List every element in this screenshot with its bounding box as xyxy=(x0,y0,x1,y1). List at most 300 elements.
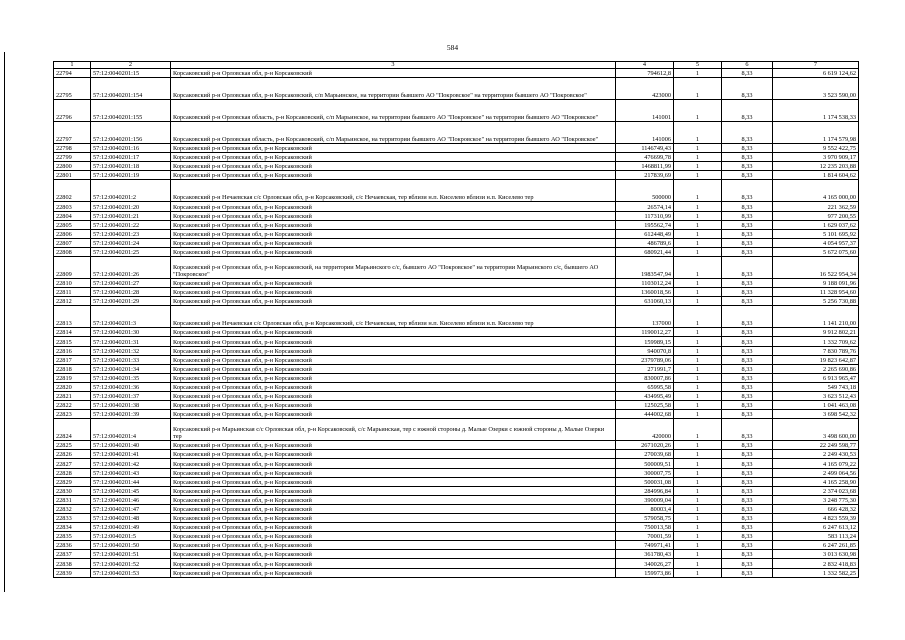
cadastral-number-cell: 57:12:0040201:37 xyxy=(91,391,171,400)
cadastral-value-cell: 2 499 064,56 xyxy=(773,468,859,477)
table-row xyxy=(54,523,859,532)
area-cell: 500031,08 xyxy=(616,477,674,486)
row-number-cell: 22819 xyxy=(54,373,91,382)
cadastral-number-cell: 57:12:0040201:52 xyxy=(91,559,171,568)
count-cell: 1 xyxy=(674,364,722,373)
cadastral-value-cell: 2 832 418,83 xyxy=(773,559,859,568)
rate-cell: 8,33 xyxy=(722,202,773,211)
table-row xyxy=(54,202,859,211)
table-row xyxy=(54,297,859,306)
area-cell: 500009,51 xyxy=(616,459,674,468)
area-cell: 1360018,56 xyxy=(616,288,674,297)
address-cell: Корсаковский р-н Орловская обл, р-н Корсаковский xyxy=(171,486,616,495)
address-cell: Корсаковский р-н Орловская обл, р-н Корсаковский xyxy=(171,288,616,297)
count-cell: 1 xyxy=(674,468,722,477)
rate-cell: 8,33 xyxy=(722,211,773,220)
area-cell: 750013,58 xyxy=(616,523,674,532)
address-cell: Корсаковский р-н Орловская обл, р-н Корсаковский xyxy=(171,229,616,238)
cadastral-number-cell: 57:12:0040201:25 xyxy=(91,247,171,256)
column-header: 3 xyxy=(171,62,616,69)
cadastral-value-cell: 2 249 430,53 xyxy=(773,450,859,459)
table-row xyxy=(54,306,859,328)
cadastral-number-cell: 57:12:0040201:41 xyxy=(91,450,171,459)
column-number-row xyxy=(54,62,859,69)
address-cell: Корсаковский р-н Орловская обл, р-н Корсаковский xyxy=(171,279,616,288)
count-cell: 1 xyxy=(674,355,722,364)
area-cell: 579058,75 xyxy=(616,514,674,523)
table-row xyxy=(54,541,859,550)
rate-cell: 8,33 xyxy=(722,401,773,410)
address-cell: Корсаковский р-н Орловская обл, р-н Корсаковский xyxy=(171,373,616,382)
cadastral-value-cell: 1 174 579,98 xyxy=(773,122,859,144)
cadastral-number-cell: 57:12:0040201:154 xyxy=(91,78,171,100)
address-cell: Корсаковский р-н Орловская обл, р-н Корсаковский xyxy=(171,441,616,450)
row-number-cell: 22797 xyxy=(54,122,91,144)
cadastral-value-cell: 6 913 965,47 xyxy=(773,373,859,382)
area-cell: 434995,49 xyxy=(616,391,674,400)
count-cell: 1 xyxy=(674,541,722,550)
row-number-cell: 22836 xyxy=(54,541,91,550)
cadastral-number-cell: 57:12:0040201:53 xyxy=(91,568,171,577)
area-cell: 65995,58 xyxy=(616,382,674,391)
rate-cell: 8,33 xyxy=(722,391,773,400)
count-cell: 1 xyxy=(674,550,722,559)
rate-cell: 8,33 xyxy=(722,541,773,550)
cadastral-number-cell: 57:12:0040201:45 xyxy=(91,486,171,495)
area-cell: 361780,43 xyxy=(616,550,674,559)
address-cell: Корсаковский р-н Орловская область, р-н Корсаковский, с/п Марьинское, на территории бывшего АО "Покровское" на территории бывшего АО "Покровское" xyxy=(171,122,616,144)
cadastral-value-cell: 19 823 642,87 xyxy=(773,355,859,364)
cadastral-value-cell: 6 247 613,12 xyxy=(773,523,859,532)
cadastral-number-cell: 57:12:0040201:23 xyxy=(91,229,171,238)
count-cell: 1 xyxy=(674,153,722,162)
cadastral-value-cell: 583 113,24 xyxy=(773,532,859,541)
address-cell: Корсаковский р-н Орловская обл, р-н Корсаковский xyxy=(171,328,616,337)
table-row xyxy=(54,257,859,279)
count-cell: 1 xyxy=(674,568,722,577)
cadastral-value-cell: 3 623 512,43 xyxy=(773,391,859,400)
cadastral-number-cell: 57:12:0040201:38 xyxy=(91,401,171,410)
area-cell: 631060,13 xyxy=(616,297,674,306)
cadastral-value-cell: 6 247 261,85 xyxy=(773,541,859,550)
cadastral-number-cell: 57:12:0040201:156 xyxy=(91,122,171,144)
area-cell: 1146749,43 xyxy=(616,144,674,153)
address-cell: Корсаковский р-н Орловская обл, р-н Корсаковский xyxy=(171,69,616,78)
cadastral-number-cell: 57:12:0040201:44 xyxy=(91,477,171,486)
area-cell: 1103012,24 xyxy=(616,279,674,288)
area-cell: 390009,04 xyxy=(616,495,674,504)
area-cell: 420000 xyxy=(616,419,674,441)
table-row xyxy=(54,100,859,122)
row-number-cell: 22822 xyxy=(54,401,91,410)
rate-cell: 8,33 xyxy=(722,153,773,162)
cadastral-number-cell: 57:12:0040201:39 xyxy=(91,410,171,419)
row-number-cell: 22815 xyxy=(54,337,91,346)
row-number-cell: 22809 xyxy=(54,257,91,279)
cadastral-value-cell: 549 743,18 xyxy=(773,382,859,391)
cadastral-number-cell: 57:12:0040201:33 xyxy=(91,355,171,364)
address-cell: Корсаковский р-н Орловская обл, р-н Корсаковский xyxy=(171,401,616,410)
row-number-cell: 22818 xyxy=(54,364,91,373)
row-number-cell: 22805 xyxy=(54,220,91,229)
cadastral-number-cell: 57:12:0040201:20 xyxy=(91,202,171,211)
row-number-cell: 22830 xyxy=(54,486,91,495)
rate-cell: 8,33 xyxy=(722,346,773,355)
column-header: 5 xyxy=(674,62,722,69)
address-cell: Корсаковский р-н Орловская обл, р-н Корсаковский xyxy=(171,391,616,400)
count-cell: 1 xyxy=(674,180,722,202)
count-cell: 1 xyxy=(674,279,722,288)
table-row xyxy=(54,355,859,364)
rate-cell: 8,33 xyxy=(722,523,773,532)
address-cell: Корсаковский р-н Орловская обл, р-н Корсаковский xyxy=(171,477,616,486)
rate-cell: 8,33 xyxy=(722,410,773,419)
address-cell: Корсаковский р-н Орловская обл, р-н Корсаковский xyxy=(171,459,616,468)
count-cell: 1 xyxy=(674,144,722,153)
row-number-cell: 22813 xyxy=(54,306,91,328)
count-cell: 1 xyxy=(674,306,722,328)
rate-cell: 8,33 xyxy=(722,419,773,441)
address-cell: Корсаковский р-н Орловская обл, р-н Корсаковский xyxy=(171,297,616,306)
cadastral-value-cell: 3 523 590,00 xyxy=(773,78,859,100)
cadastral-value-cell: 1 814 604,62 xyxy=(773,171,859,180)
count-cell: 1 xyxy=(674,328,722,337)
cadastral-value-cell: 2 374 023,68 xyxy=(773,486,859,495)
table-row xyxy=(54,441,859,450)
table-row xyxy=(54,419,859,441)
area-cell: 940070,8 xyxy=(616,346,674,355)
cadastral-number-cell: 57:12:0040201:50 xyxy=(91,541,171,550)
area-cell: 159989,15 xyxy=(616,337,674,346)
row-number-cell: 22823 xyxy=(54,410,91,419)
cadastral-value-cell: 22 249 598,77 xyxy=(773,441,859,450)
rate-cell: 8,33 xyxy=(722,514,773,523)
count-cell: 1 xyxy=(674,373,722,382)
cadastral-value-cell: 9 912 802,21 xyxy=(773,328,859,337)
address-cell: Корсаковский р-н Нечаевская с/с Орловская обл, р-н Корсаковский, с/с Нечаевская, тер вблизи н.п. Киселево вблизи н.п. Киселево тер xyxy=(171,306,616,328)
rate-cell: 8,33 xyxy=(722,559,773,568)
address-cell: Корсаковский р-н Орловская область, р-н Корсаковский, с/п Марьинское, на территории бывшего АО "Покровское" на территории бывшего АО "Покровское" xyxy=(171,100,616,122)
cadastral-number-cell: 57:12:0040201:32 xyxy=(91,346,171,355)
count-cell: 1 xyxy=(674,532,722,541)
table-row xyxy=(54,382,859,391)
table-row xyxy=(54,504,859,513)
rate-cell: 8,33 xyxy=(722,328,773,337)
cadastral-number-cell: 57:12:0040201:27 xyxy=(91,279,171,288)
table-row xyxy=(54,162,859,171)
table-row xyxy=(54,410,859,419)
column-header: 6 xyxy=(722,62,773,69)
rate-cell: 8,33 xyxy=(722,297,773,306)
address-cell: Корсаковский р-н Орловская обл, р-н Корсаковский xyxy=(171,450,616,459)
cadastral-value-cell: 4 823 559,39 xyxy=(773,514,859,523)
table-row xyxy=(54,171,859,180)
area-cell: 284996,84 xyxy=(616,486,674,495)
row-number-cell: 22810 xyxy=(54,279,91,288)
address-cell: Корсаковский р-н Орловская обл, р-н Корсаковский xyxy=(171,153,616,162)
cadastral-number-cell: 57:12:0040201:19 xyxy=(91,171,171,180)
rate-cell: 8,33 xyxy=(722,550,773,559)
cadastral-value-cell: 2 265 690,86 xyxy=(773,364,859,373)
count-cell: 1 xyxy=(674,504,722,513)
cadastral-value-cell: 221 362,59 xyxy=(773,202,859,211)
row-number-cell: 22833 xyxy=(54,514,91,523)
cadastral-value-cell: 6 619 124,62 xyxy=(773,69,859,78)
area-cell: 476699,78 xyxy=(616,153,674,162)
table-row xyxy=(54,220,859,229)
row-number-cell: 22808 xyxy=(54,247,91,256)
count-cell: 1 xyxy=(674,220,722,229)
address-cell: Корсаковский р-н Орловская обл, р-н Корсаковский xyxy=(171,346,616,355)
cadastral-registry-table xyxy=(53,61,859,578)
table-row xyxy=(54,238,859,247)
address-cell: Корсаковский р-н Орловская обл, р-н Корсаковский xyxy=(171,568,616,577)
rate-cell: 8,33 xyxy=(722,441,773,450)
rate-cell: 8,33 xyxy=(722,229,773,238)
area-cell: 2671020,26 xyxy=(616,441,674,450)
table-row xyxy=(54,279,859,288)
page-number: 584 xyxy=(446,43,459,52)
cadastral-number-cell: 57:12:0040201:34 xyxy=(91,364,171,373)
count-cell: 1 xyxy=(674,162,722,171)
table-row xyxy=(54,468,859,477)
cadastral-number-cell: 57:12:0040201:47 xyxy=(91,504,171,513)
count-cell: 1 xyxy=(674,78,722,100)
rate-cell: 8,33 xyxy=(722,468,773,477)
table-row xyxy=(54,337,859,346)
row-number-cell: 22839 xyxy=(54,568,91,577)
cadastral-number-cell: 57:12:0040201:42 xyxy=(91,459,171,468)
rate-cell: 8,33 xyxy=(722,568,773,577)
table-row xyxy=(54,153,859,162)
table-row xyxy=(54,229,859,238)
address-cell: Корсаковский р-н Орловская обл, р-н Корсаковский xyxy=(171,202,616,211)
cadastral-number-cell: 57:12:0040201:48 xyxy=(91,514,171,523)
rate-cell: 8,33 xyxy=(722,100,773,122)
area-cell: 794612,8 xyxy=(616,69,674,78)
row-number-cell: 22837 xyxy=(54,550,91,559)
table-row xyxy=(54,401,859,410)
area-cell: 2379789,06 xyxy=(616,355,674,364)
cadastral-number-cell: 57:12:0040201:26 xyxy=(91,257,171,279)
area-cell: 195562,74 xyxy=(616,220,674,229)
count-cell: 1 xyxy=(674,122,722,144)
row-number-cell: 22817 xyxy=(54,355,91,364)
address-cell: Корсаковский р-н Марьинская с/с Орловская обл, р-н Корсаковский, с/с Марьинская, тер с южной стороны д. Малые Озерки с южной стороны д. Малые Озерки тер xyxy=(171,419,616,441)
row-number-cell: 22796 xyxy=(54,100,91,122)
row-number-cell: 22814 xyxy=(54,328,91,337)
row-number-cell: 22807 xyxy=(54,238,91,247)
address-cell: Корсаковский р-н Орловская обл, р-н Корсаковский xyxy=(171,541,616,550)
rate-cell: 8,33 xyxy=(722,162,773,171)
area-cell: 137000 xyxy=(616,306,674,328)
cadastral-value-cell: 16 522 954,34 xyxy=(773,257,859,279)
count-cell: 1 xyxy=(674,450,722,459)
cadastral-value-cell: 11 328 954,60 xyxy=(773,288,859,297)
cadastral-number-cell: 57:12:0040201:155 xyxy=(91,100,171,122)
count-cell: 1 xyxy=(674,100,722,122)
count-cell: 1 xyxy=(674,238,722,247)
rate-cell: 8,33 xyxy=(722,279,773,288)
cadastral-number-cell: 57:12:0040201:29 xyxy=(91,297,171,306)
cadastral-number-cell: 57:12:0040201:36 xyxy=(91,382,171,391)
count-cell: 1 xyxy=(674,202,722,211)
row-number-cell: 22794 xyxy=(54,69,91,78)
page-margin-rule xyxy=(4,52,5,592)
area-cell: 300007,75 xyxy=(616,468,674,477)
cadastral-value-cell: 4 165 000,00 xyxy=(773,180,859,202)
table-row xyxy=(54,364,859,373)
row-number-cell: 22804 xyxy=(54,211,91,220)
count-cell: 1 xyxy=(674,523,722,532)
rate-cell: 8,33 xyxy=(722,355,773,364)
table-row xyxy=(54,144,859,153)
address-cell: Корсаковский р-н Орловская обл, р-н Корсаковский, с/п Марьинское, на территории бывшего АО "Покровское" на территории бывшего АО "Покровское" xyxy=(171,78,616,100)
area-cell: 1468811,99 xyxy=(616,162,674,171)
row-number-cell: 22827 xyxy=(54,459,91,468)
table-row xyxy=(54,477,859,486)
count-cell: 1 xyxy=(674,477,722,486)
cadastral-value-cell: 3 248 775,30 xyxy=(773,495,859,504)
table-row xyxy=(54,559,859,568)
cadastral-value-cell: 9 188 091,96 xyxy=(773,279,859,288)
table-row xyxy=(54,69,859,78)
cadastral-number-cell: 57:12:0040201:43 xyxy=(91,468,171,477)
table-row xyxy=(54,78,859,100)
rate-cell: 8,33 xyxy=(722,247,773,256)
rate-cell: 8,33 xyxy=(722,144,773,153)
rate-cell: 8,33 xyxy=(722,288,773,297)
cadastral-number-cell: 57:12:0040201:46 xyxy=(91,495,171,504)
count-cell: 1 xyxy=(674,391,722,400)
count-cell: 1 xyxy=(674,419,722,441)
table-row xyxy=(54,450,859,459)
cadastral-value-cell: 12 235 203,88 xyxy=(773,162,859,171)
count-cell: 1 xyxy=(674,288,722,297)
row-number-cell: 22838 xyxy=(54,559,91,568)
table-row xyxy=(54,391,859,400)
cadastral-number-cell: 57:12:0040201:40 xyxy=(91,441,171,450)
count-cell: 1 xyxy=(674,441,722,450)
count-cell: 1 xyxy=(674,211,722,220)
area-cell: 270039,68 xyxy=(616,450,674,459)
count-cell: 1 xyxy=(674,297,722,306)
rate-cell: 8,33 xyxy=(722,382,773,391)
address-cell: Корсаковский р-н Орловская обл, р-н Корсаковский, на территории Марьинского с/с, бывшего АО "Покровское" на территории Марьинского с/с, бывшего АО "Покровское" xyxy=(171,257,616,279)
address-cell: Корсаковский р-н Орловская обл, р-н Корсаковский xyxy=(171,382,616,391)
address-cell: Корсаковский р-н Орловская обл, р-н Корсаковский xyxy=(171,514,616,523)
row-number-cell: 22835 xyxy=(54,532,91,541)
row-number-cell: 22831 xyxy=(54,495,91,504)
rate-cell: 8,33 xyxy=(722,257,773,279)
row-number-cell: 22832 xyxy=(54,504,91,513)
area-cell: 500000 xyxy=(616,180,674,202)
cadastral-number-cell: 57:12:0040201:51 xyxy=(91,550,171,559)
cadastral-number-cell: 57:12:0040201:4 xyxy=(91,419,171,441)
count-cell: 1 xyxy=(674,486,722,495)
cadastral-number-cell: 57:12:0040201:5 xyxy=(91,532,171,541)
count-cell: 1 xyxy=(674,382,722,391)
address-cell: Корсаковский р-н Орловская обл, р-н Корсаковский xyxy=(171,532,616,541)
table-row xyxy=(54,180,859,202)
rate-cell: 8,33 xyxy=(722,171,773,180)
rate-cell: 8,33 xyxy=(722,180,773,202)
row-number-cell: 22812 xyxy=(54,297,91,306)
address-cell: Корсаковский р-н Орловская обл, р-н Корсаковский xyxy=(171,162,616,171)
row-number-cell: 22826 xyxy=(54,450,91,459)
rate-cell: 8,33 xyxy=(722,122,773,144)
cadastral-number-cell: 57:12:0040201:31 xyxy=(91,337,171,346)
rate-cell: 8,33 xyxy=(722,306,773,328)
cadastral-value-cell: 977 200,55 xyxy=(773,211,859,220)
address-cell: Корсаковский р-н Орловская обл, р-н Корсаковский xyxy=(171,523,616,532)
count-cell: 1 xyxy=(674,559,722,568)
area-cell: 271991,7 xyxy=(616,364,674,373)
row-number-cell: 22820 xyxy=(54,382,91,391)
area-cell: 423000 xyxy=(616,78,674,100)
area-cell: 444002,68 xyxy=(616,410,674,419)
cadastral-value-cell: 3 498 600,00 xyxy=(773,419,859,441)
row-number-cell: 22800 xyxy=(54,162,91,171)
area-cell: 1190012,27 xyxy=(616,328,674,337)
row-number-cell: 22798 xyxy=(54,144,91,153)
count-cell: 1 xyxy=(674,495,722,504)
row-number-cell: 22829 xyxy=(54,477,91,486)
row-number-cell: 22821 xyxy=(54,391,91,400)
row-number-cell: 22795 xyxy=(54,78,91,100)
cadastral-value-cell: 5 256 730,88 xyxy=(773,297,859,306)
table-row xyxy=(54,495,859,504)
count-cell: 1 xyxy=(674,459,722,468)
cadastral-number-cell: 57:12:0040201:16 xyxy=(91,144,171,153)
address-cell: Корсаковский р-н Орловская обл, р-н Корсаковский xyxy=(171,211,616,220)
cadastral-value-cell: 1 141 210,00 xyxy=(773,306,859,328)
column-header: 7 xyxy=(773,62,859,69)
table-row xyxy=(54,247,859,256)
table-row xyxy=(54,328,859,337)
area-cell: 217839,69 xyxy=(616,171,674,180)
address-cell: Корсаковский р-н Орловская обл, р-н Корсаковский xyxy=(171,171,616,180)
cadastral-number-cell: 57:12:0040201:49 xyxy=(91,523,171,532)
table-row xyxy=(54,346,859,355)
cadastral-number-cell: 57:12:0040201:28 xyxy=(91,288,171,297)
cadastral-number-cell: 57:12:0040201:21 xyxy=(91,211,171,220)
rate-cell: 8,33 xyxy=(722,486,773,495)
row-number-cell: 22811 xyxy=(54,288,91,297)
table-row xyxy=(54,373,859,382)
cadastral-value-cell: 1 332 582,25 xyxy=(773,568,859,577)
area-cell: 26574,14 xyxy=(616,202,674,211)
row-number-cell: 22803 xyxy=(54,202,91,211)
table-row xyxy=(54,459,859,468)
table-row xyxy=(54,550,859,559)
cadastral-value-cell: 3 698 542,32 xyxy=(773,410,859,419)
row-number-cell: 22828 xyxy=(54,468,91,477)
cadastral-value-cell: 1 041 463,08 xyxy=(773,401,859,410)
column-header: 1 xyxy=(54,62,91,69)
address-cell: Корсаковский р-н Орловская обл, р-н Корсаковский xyxy=(171,504,616,513)
cadastral-number-cell: 57:12:0040201:24 xyxy=(91,238,171,247)
address-cell: Корсаковский р-н Орловская обл, р-н Корсаковский xyxy=(171,468,616,477)
address-cell: Корсаковский р-н Орловская обл, р-н Корсаковский xyxy=(171,550,616,559)
rate-cell: 8,33 xyxy=(722,337,773,346)
address-cell: Корсаковский р-н Орловская обл, р-н Корсаковский xyxy=(171,559,616,568)
area-cell: 1983547,94 xyxy=(616,257,674,279)
area-cell: 125025,58 xyxy=(616,401,674,410)
cadastral-number-cell: 57:12:0040201:3 xyxy=(91,306,171,328)
cadastral-value-cell: 9 552 422,75 xyxy=(773,144,859,153)
cadastral-number-cell: 57:12:0040201:2 xyxy=(91,180,171,202)
